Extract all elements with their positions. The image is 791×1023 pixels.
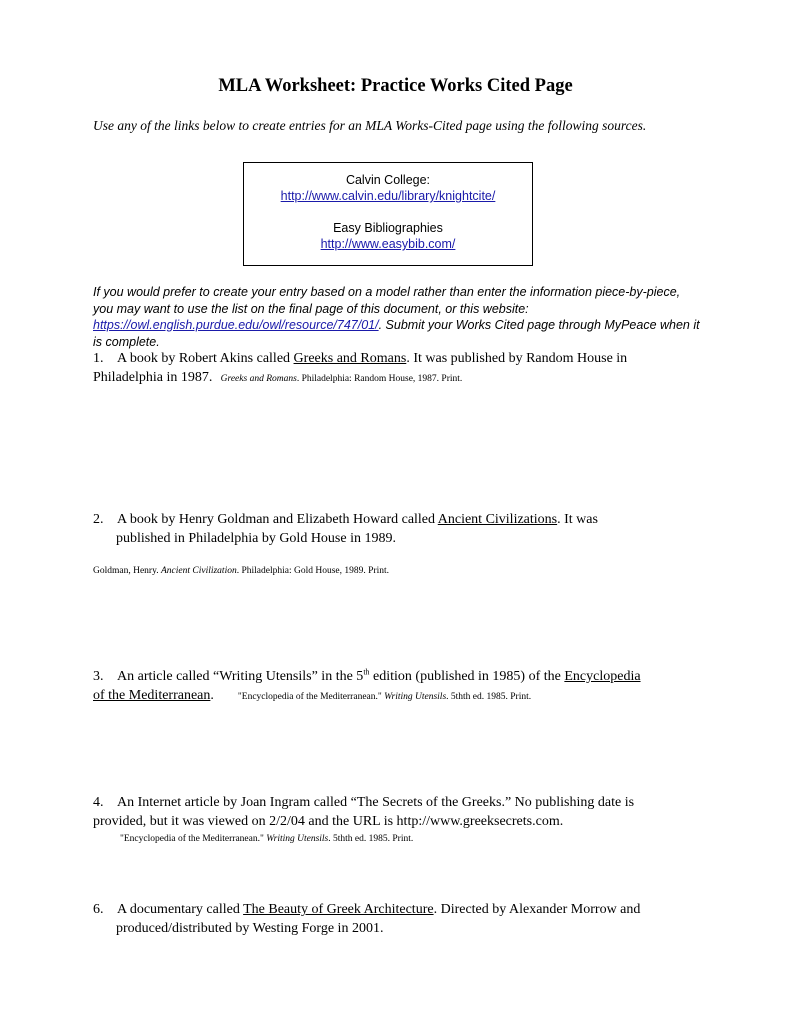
links-box — [243, 162, 533, 266]
question-4 — [93, 794, 698, 831]
model-note — [93, 284, 703, 350]
citation-rest: . 5thth ed. 1985. Print. — [328, 834, 414, 844]
page-title: MLA Worksheet: Practice Works Cited Page — [218, 76, 573, 96]
source-title: Ancient Civilizations — [437, 512, 558, 527]
question-text: . — [210, 687, 214, 703]
superscript: th — [363, 667, 370, 677]
question-text-line2: published in Philadelphia by Gold House in 1989. — [116, 530, 396, 546]
citation-rest: . 5thth ed. 1985. Print. — [446, 691, 532, 702]
citation-pre: "Encyclopedia of the Mediterranean." — [120, 834, 267, 844]
question-text: An Internet article by Joan Ingram called “The Secrets of the Greeks.” No publishing date is — [117, 795, 635, 810]
question-text: A book by Henry Goldman and Elizabeth Howard called — [117, 512, 438, 527]
intro-text: Use any of the links below to create entries for an MLA Works-Cited page using the following sources. — [93, 118, 647, 133]
question-number: 6. — [93, 902, 104, 917]
question-number: 4. — [93, 795, 104, 810]
citation-title: Greeks and Romans — [220, 373, 297, 384]
source-title: The Beauty of Greek Architecture — [243, 902, 434, 917]
calvin-label: Calvin College: — [345, 173, 431, 187]
source-title: Greeks and Romans — [293, 351, 407, 366]
question-text: A book by Robert Akins called — [117, 351, 294, 366]
question-text: . It was — [557, 512, 598, 527]
question-text: An article called “Writing Utensils” in the 5 — [117, 669, 364, 684]
citation-title: Writing Utensils — [384, 691, 447, 702]
citation-answer-2 — [93, 566, 389, 576]
question-2 — [93, 511, 698, 548]
question-text-line2: provided, but it was viewed on 2/2/04 and the URL is http://www.greeksecrets.com. — [93, 813, 564, 829]
question-text: . It was published by Random House in Philadelphia in 1987. — [93, 351, 628, 385]
question-6 — [93, 901, 698, 938]
citation-author: Goldman, Henry. — [93, 566, 161, 576]
citation-title: Ancient Civilization — [160, 566, 237, 576]
question-text: edition (published in 1985) of the — [369, 669, 565, 684]
citation-rest: . Philadelphia: Gold House, 1989. Print. — [236, 566, 389, 576]
easybib-link[interactable]: http://www.easybib.com/ — [320, 237, 456, 251]
citation-title: Writing Utensils — [266, 834, 329, 844]
question-3 — [93, 668, 698, 706]
source-title: Encyclopedia — [564, 669, 641, 684]
easybib-label: Easy Bibliographies — [333, 221, 443, 235]
citation-answer — [238, 692, 531, 702]
owl-link[interactable]: https://owl.english.purdue.edu/owl/resource/747/01/ — [93, 318, 379, 332]
question-text: . Directed by Alexander Morrow and — [433, 902, 641, 917]
question-number: 1. — [93, 351, 104, 366]
note-text-after: . Submit your Works Cited page through MyPeace when it is complete. — [93, 318, 700, 349]
source-title-line2: of the Mediterranean — [93, 687, 211, 703]
question-number: 3. — [93, 669, 104, 684]
question-number: 2. — [93, 512, 104, 527]
note-text-before: If you would prefer to create your entry based on a model rather than enter the information piece-by-piece, you may want to use the list on the final page of this document, or this website: — [93, 285, 681, 316]
calvin-link[interactable]: http://www.calvin.edu/library/knightcite/ — [280, 189, 496, 203]
citation-pre: "Encyclopedia of the Mediterranean." — [237, 691, 385, 702]
citation-rest: . Philadelphia: Random House, 1987. Print. — [296, 373, 463, 384]
question-text-line2: produced/distributed by Westing Forge in 2001. — [116, 920, 384, 936]
question-1 — [93, 350, 698, 388]
question-text: A documentary called — [117, 902, 244, 917]
citation-answer — [216, 374, 462, 384]
citation-answer-4 — [120, 834, 413, 844]
